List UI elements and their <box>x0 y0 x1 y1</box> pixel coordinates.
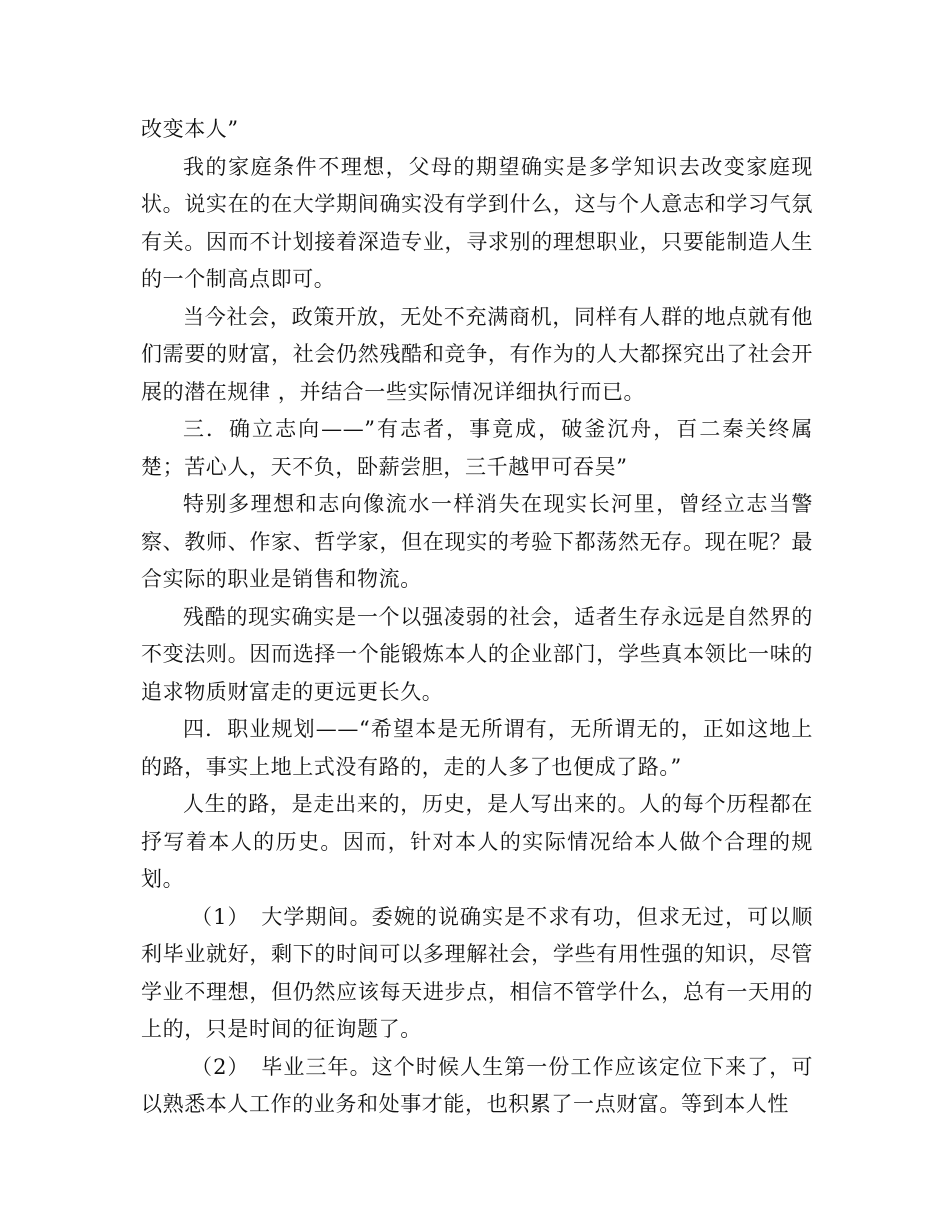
paragraph-reality: 残酷的现实确实是一个以强凌弱的社会，适者生存永远是自然界的不变法则。因而选择一个能锻炼本人的企业部门，学些真本领比一味的追求物质财富走的更远更长久。 <box>141 604 813 704</box>
paragraph-continuation: 改变本人” <box>141 117 239 141</box>
section-heading-ambition: 三．确立志向——”有志者，事竟成，破釜沉舟，百二秦关终属楚；苦心人，天不负，卧薪尝胆，三千越甲可吞吴” <box>141 417 813 479</box>
paragraph-ideals: 特别多理想和志向像流水一样消失在现实长河里，曾经立志当警察、教师、作家、哲学家，但在现实的考验下都荡然无存。现在呢？最合实际的职业是销售和物流。 <box>141 492 813 591</box>
section-heading-career-plan: 四．职业规划——“希望本是无所谓有，无所谓无的，正如这地上的路，事实上地上式没有路的，走的人多了也便成了路。” <box>141 717 813 779</box>
paragraph-family-background: 我的家庭条件不理想，父母的期望确实是多学知识去改变家庭现状。说实在的在大学期间确实没有学到什么，这与个人意志和学习气氛有关。因而不计划接着深造专业，寻求别的理想职业，只要能制造人生的一个制高点即可。 <box>141 154 813 291</box>
list-item-three-years: （2） 毕业三年。这个时候人生第一份工作应该定位下来了，可以熟悉本人工作的业务和处事才能，也积累了一点财富。等到本人性 <box>141 1054 813 1116</box>
document-body <box>141 111 813 1124</box>
paragraph-society: 当今社会，政策开放，无处不充满商机，同样有人群的地点就有他们需要的财富，社会仍然残酷和竞争，有作为的人大都探究出了社会开展的潜在规律 ，并结合一些实际情况详细执行而已。 <box>141 304 813 404</box>
paragraph-life-path: 人生的路，是走出来的，历史，是人写出来的。人的每个历程都在抒写着本人的历史。因而，针对本人的实际情况给本人做个合理的规划。 <box>141 792 813 891</box>
list-item-university: （1） 大学期间。委婉的说确实是不求有功，但求无过，可以顺利毕业就好，剩下的时间可以多理解社会，学些有用性强的知识，尽管学业不理想，但仍然应该每天进步点，相信不管学什么，总有一天用的上的，只是时间的征询题了。 <box>141 904 813 1041</box>
